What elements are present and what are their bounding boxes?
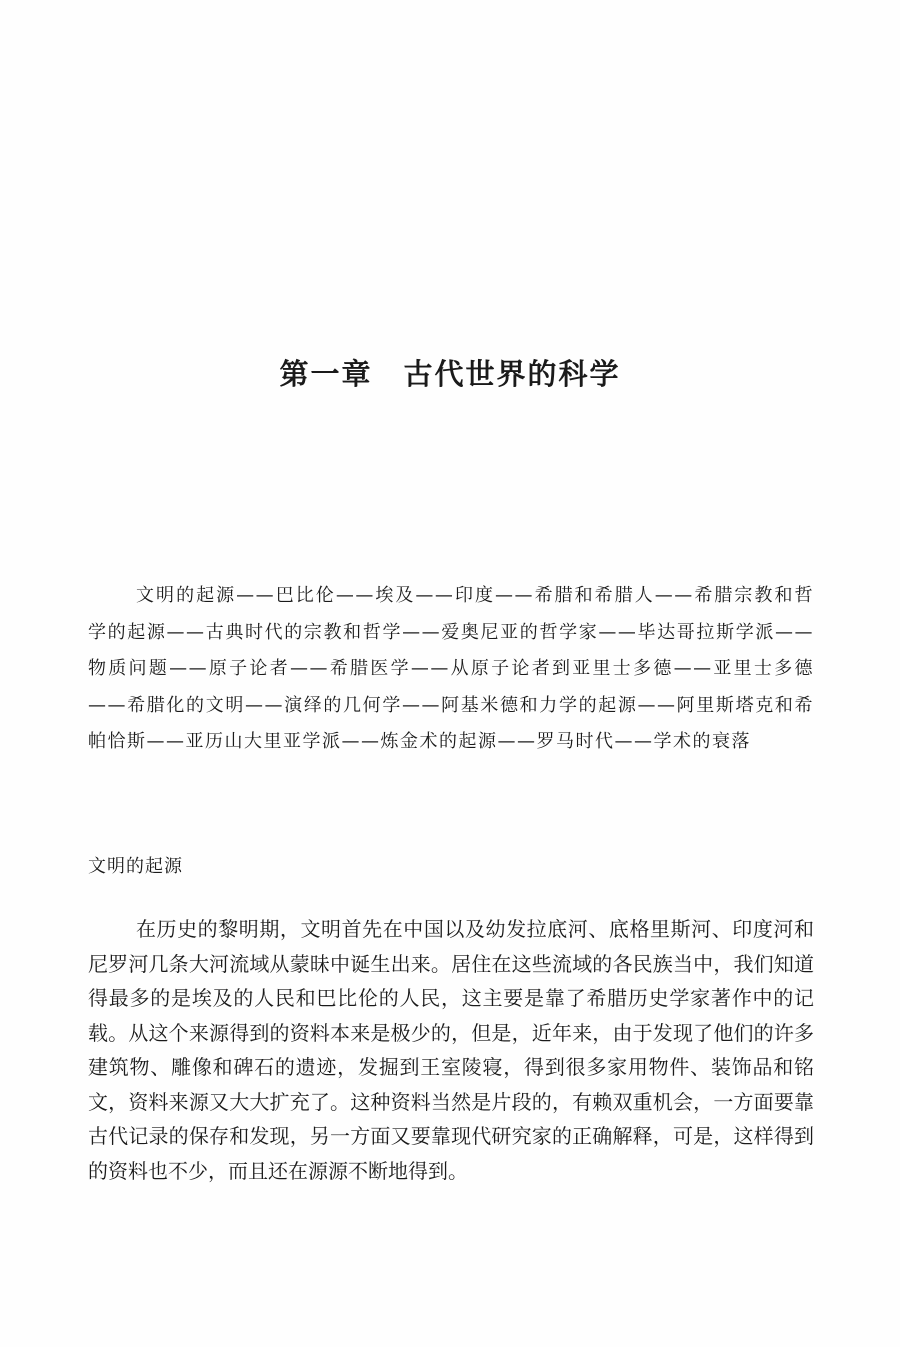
body-paragraph: 在历史的黎明期，文明首先在中国以及幼发拉底河、底格里斯河、印度河和尼罗河几条大河流域从蒙昧中诞生出来。居住在这些流域的各民族当中，我们知道得最多的是埃及的人民和巴比伦的人民，这主要是靠了希腊历史学家著作中的记载。从这个来源得到的资料本来是极少的，但是，近年来，由于发现了他们的许多建筑物、雕像和碑石的遗迹，发掘到王室陵寝，得到很多家用物件、装饰品和铭文，资料来源又大大扩充了。这种资料当然是片段的，有赖双重机会，一方面要靠古代记录的保存和发现，另一方面又要靠现代研究家的正确解释，可是，这样得到的资料也不少，而且还在源源不断地得到。: [88, 917, 814, 1183]
chapter-title: 第一章 古代世界的科学: [279, 357, 621, 391]
section-heading: 文明的起源: [88, 856, 183, 877]
chapter-summary: 文明的起源——巴比伦——埃及——印度——希腊和希腊人——希腊宗教和哲学的起源——古典时代的宗教和哲学——爱奥尼亚的哲学家——毕达哥拉斯学派——物质问题——原子论者——希腊医学——从原子论者到亚里士多德——亚里士多德——希腊化的文明——演绎的几何学——阿基米德和力学的起源——阿里斯塔克和希帕恰斯——亚历山大里亚学派——炼金术的起源——罗马时代——学术的衰落: [88, 585, 814, 752]
